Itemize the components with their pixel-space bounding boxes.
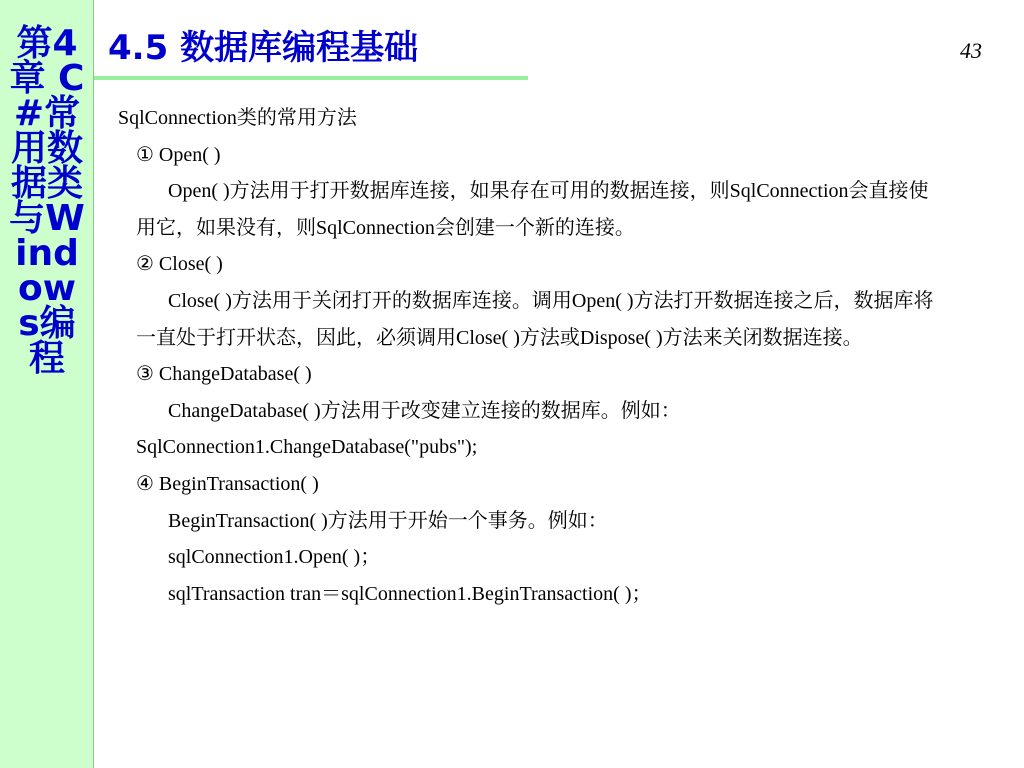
page-number: 43 — [960, 38, 982, 63]
method-title: ② Close( ) — [136, 253, 223, 276]
method-title: ③ ChangeDatabase( ) — [136, 363, 312, 386]
code-line: sqlConnection1.Open( )； — [168, 546, 381, 569]
section-heading: SqlConnection类的常用方法 — [118, 107, 357, 129]
chapter-title: 第4章 C#常用数据类与Windows编程 — [9, 23, 85, 379]
method-description: Close( )方法用于关闭打开的数据库连接。调用Open( )方法打开数据连接之后，数据库将一直处于打开状态，因此，必须调用Close( )方法或Dispose( )方法来关闭数据连接。 — [136, 289, 934, 349]
code-line: sqlTransaction tran＝sqlConnection1.BeginTransaction( )； — [168, 582, 652, 605]
slide-content — [118, 100, 938, 612]
title-underline — [94, 76, 528, 80]
method-title: ① Open( ) — [136, 143, 221, 166]
method-begin-transaction — [118, 466, 938, 612]
method-open — [118, 137, 938, 247]
method-change-database — [118, 356, 938, 466]
method-description: ChangeDatabase( )方法用于改变建立连接的数据库。例如： — [168, 399, 681, 422]
slide-title: 4.5 数据库编程基础 — [108, 28, 419, 68]
method-close — [118, 246, 938, 356]
method-description: Open( )方法用于打开数据库连接，如果存在可用的数据连接，则SqlConnection会直接使用它，如果没有，则SqlConnection会创建一个新的连接。 — [136, 180, 929, 239]
code-line: SqlConnection1.ChangeDatabase("pubs"); — [136, 436, 478, 459]
chapter-sidebar — [0, 0, 94, 768]
method-description: BeginTransaction( )方法用于开始一个事务。例如： — [168, 509, 608, 532]
method-title: ④ BeginTransaction( ) — [136, 472, 319, 495]
